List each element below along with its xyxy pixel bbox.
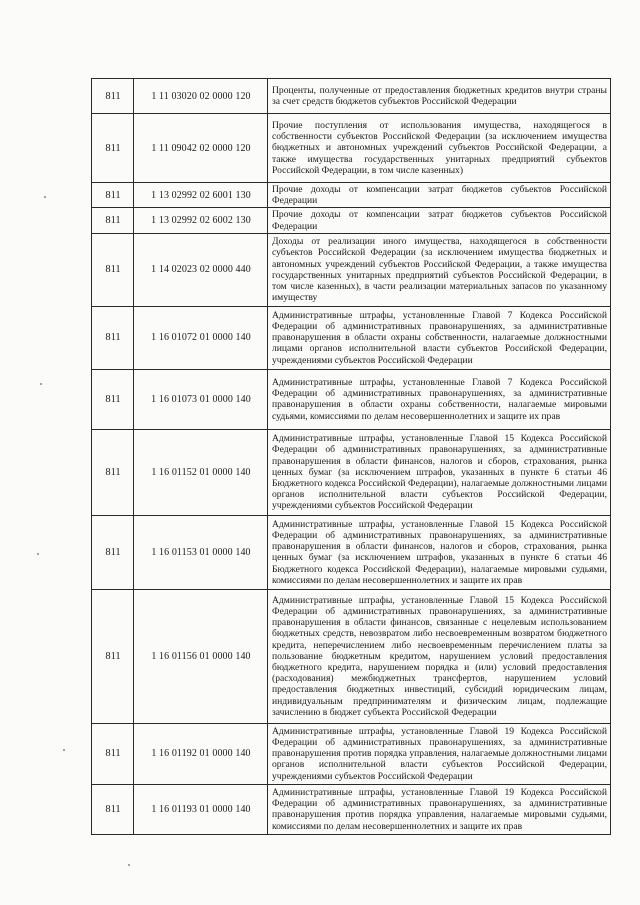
scan-speck bbox=[44, 196, 46, 198]
description-cell: Административные штрафы, установленные Главой 15 Кодекса Российской Федерации об административных правонарушениях, за административные правонарушения в области финансов, налогов и сборов, страхования, рынка ценных бумаг (за исключением штрафов, указанных в пункте 6 статьи 46 Бюджетного кодекса Российской Федерации), налагаемые должностными лицами органов исполнительной власти субъектов Российской Федерации, учреждениями субъектов Российской Федерации bbox=[268, 429, 611, 515]
description-cell: Административные штрафы, установленные Главой 7 Кодекса Российской Федерации об административных правонарушениях, за административные правонарушения в области охраны собственности, налагаемые должностными лицами органов исполнительной власти субъектов Российской Федерации, учреждениями субъектов Российской Федерации bbox=[268, 306, 611, 369]
description-cell: Доходы от реализации иного имущества, находящегося в собственности субъектов Российской Федерации (за исключением имущества бюджетных и автономных учреждений субъектов Российской Федерации, а также имущества государственных унитарных предприятий субъектов Российской Федерации, в том числе казенных), в части реализации материальных запасов по указанному имуществу bbox=[268, 233, 611, 306]
revenue-codes-table bbox=[91, 78, 611, 835]
table-row bbox=[92, 429, 611, 515]
table-row bbox=[92, 233, 611, 306]
budget-code-cell: 1 13 02992 02 6001 130 bbox=[134, 183, 268, 208]
budget-code-cell: 1 13 02992 02 6002 130 bbox=[134, 208, 268, 233]
description-cell: Прочие поступления от использования имущества, находящегося в собственности субъектов Российской Федерации (за исключением имущества бюджетных и автономных учреждений субъектов Российской Федерации, а также имущества государственных унитарных предприятий субъектов Российской Федерации, в том числе казенных) bbox=[268, 114, 611, 183]
budget-code-cell: 1 16 01073 01 0000 140 bbox=[134, 369, 268, 429]
budget-code-cell: 1 16 01193 01 0000 140 bbox=[134, 784, 268, 834]
table-row bbox=[92, 79, 611, 114]
description-cell: Административные штрафы, установленные Главой 15 Кодекса Российской Федерации об административных правонарушениях, за административные правонарушения в области финансов, налогов и сборов, страхования, рынка ценных бумаг (за исключением штрафов, указанных в пункте 6 статьи 46 Бюджетного кодекса Российской Федерации), налагаемые мировыми судьями, комиссиями по делам несовершеннолетних и защите их прав bbox=[268, 515, 611, 589]
admin-code-cell: 811 bbox=[92, 369, 134, 429]
scan-speck bbox=[37, 553, 39, 555]
admin-code-cell: 811 bbox=[92, 429, 134, 515]
budget-code-cell: 1 16 01152 01 0000 140 bbox=[134, 429, 268, 515]
description-cell: Прочие доходы от компенсации затрат бюджетов субъектов Российской Федерации bbox=[268, 183, 611, 208]
table-row bbox=[92, 784, 611, 834]
admin-code-cell: 811 bbox=[92, 784, 134, 834]
table-row bbox=[92, 723, 611, 784]
budget-code-cell: 1 16 01156 01 0000 140 bbox=[134, 589, 268, 723]
admin-code-cell: 811 bbox=[92, 114, 134, 183]
table-row bbox=[92, 306, 611, 369]
admin-code-cell: 811 bbox=[92, 515, 134, 589]
budget-code-cell: 1 11 09042 02 0000 120 bbox=[134, 114, 268, 183]
admin-code-cell: 811 bbox=[92, 589, 134, 723]
budget-code-cell: 1 16 01153 01 0000 140 bbox=[134, 515, 268, 589]
budget-code-cell: 1 16 01192 01 0000 140 bbox=[134, 723, 268, 784]
budget-code-cell: 1 11 03020 02 0000 120 bbox=[134, 79, 268, 114]
description-cell: Проценты, полученные от предоставления бюджетных кредитов внутри страны за счет средств бюджетов субъектов Российской Федерации bbox=[268, 79, 611, 114]
admin-code-cell: 811 bbox=[92, 208, 134, 233]
table-row bbox=[92, 208, 611, 233]
description-cell: Административные штрафы, установленные Главой 7 Кодекса Российской Федерации об административных правонарушениях, за административные правонарушения в области охраны собственности, налагаемые мировыми судьями, комиссиями по делам несовершеннолетних и защите их прав bbox=[268, 369, 611, 429]
description-cell: Административные штрафы, установленные Главой 15 Кодекса Российской Федерации об административных правонарушениях, за административные правонарушения в области финансов, связанные с нецелевым использованием бюджетных средств, невозвратом либо несвоевременным возвратом бюджетного кредита, неперечислением либо несвоевременным перечислением платы за пользование бюджетным кредитом, нарушением условий предоставления бюджетного кредита, нарушением порядка и (или) условий предоставления (расходования) межбюджетных трансфертов, нарушением условий предоставления бюджетных инвестиций, субсидий юридическим лицам, индивидуальным предпринимателям и физическим лицам, подлежащие зачислению в бюджет субъекта Российской Федерации bbox=[268, 589, 611, 723]
admin-code-cell: 811 bbox=[92, 79, 134, 114]
admin-code-cell: 811 bbox=[92, 306, 134, 369]
admin-code-cell: 811 bbox=[92, 183, 134, 208]
description-cell: Административные штрафы, установленные Главой 19 Кодекса Российской Федерации об административных правонарушениях, за административные правонарушения против порядка управления, налагаемые мировыми судьями, комиссиями по делам несовершеннолетних и защите их прав bbox=[268, 784, 611, 834]
table-row bbox=[92, 515, 611, 589]
table-row bbox=[92, 183, 611, 208]
table-row bbox=[92, 369, 611, 429]
scan-speck bbox=[128, 864, 130, 866]
description-cell: Прочие доходы от компенсации затрат бюджетов субъектов Российской Федерации bbox=[268, 208, 611, 233]
table-row bbox=[92, 114, 611, 183]
table-row bbox=[92, 589, 611, 723]
admin-code-cell: 811 bbox=[92, 723, 134, 784]
scan-speck bbox=[40, 383, 42, 385]
scan-speck bbox=[63, 749, 65, 751]
budget-code-cell: 1 16 01072 01 0000 140 bbox=[134, 306, 268, 369]
admin-code-cell: 811 bbox=[92, 233, 134, 306]
budget-code-cell: 1 14 02023 02 0000 440 bbox=[134, 233, 268, 306]
description-cell: Административные штрафы, установленные Главой 19 Кодекса Российской Федерации об административных правонарушениях, за административные правонарушения против порядка управления, налагаемые должностными лицами органов исполнительной власти субъектов Российской Федерации, учреждениями субъектов Российской Федерации bbox=[268, 723, 611, 784]
